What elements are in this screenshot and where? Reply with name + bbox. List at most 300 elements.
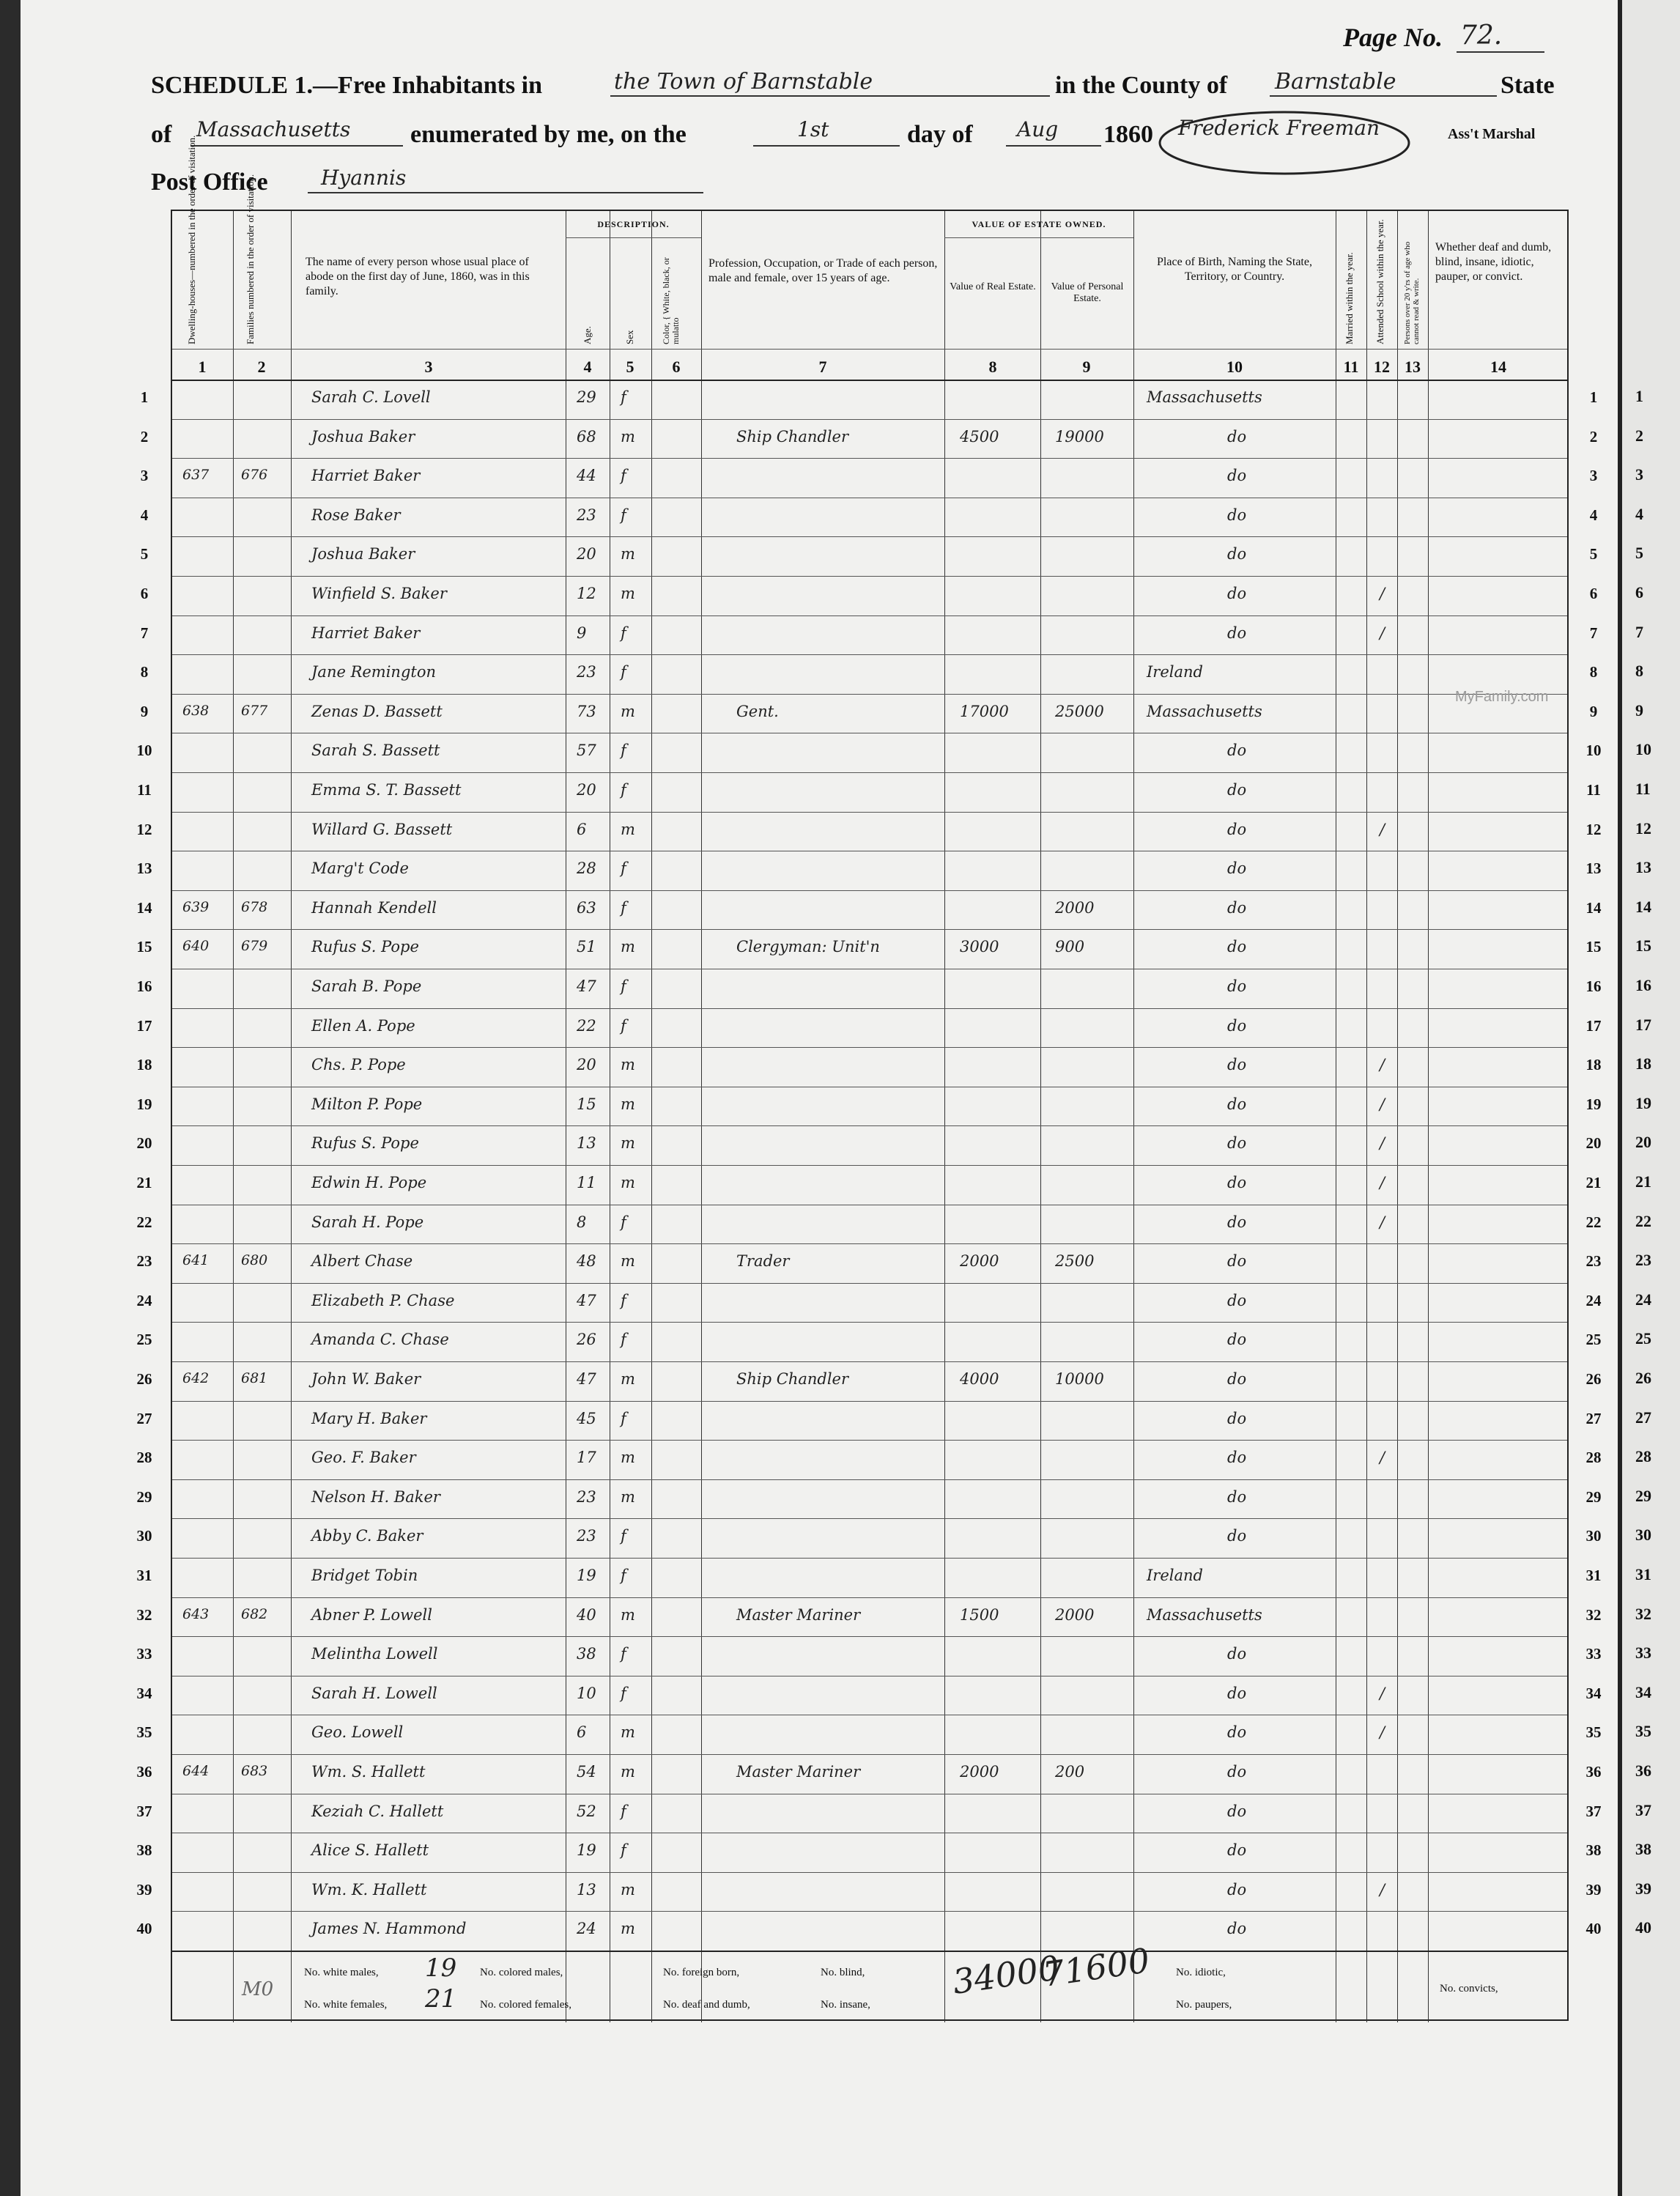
person-age: 29 bbox=[577, 388, 596, 406]
row-number-right: 25 bbox=[1585, 1331, 1602, 1349]
adjacent-row-number: 6 bbox=[1635, 583, 1643, 602]
row-divider bbox=[172, 1125, 1567, 1126]
person-sex: f bbox=[621, 467, 626, 485]
col-line-2 bbox=[291, 211, 292, 2022]
adjacent-row-number: 39 bbox=[1635, 1879, 1651, 1898]
person-age: 63 bbox=[577, 898, 596, 917]
person-sex: f bbox=[621, 1841, 626, 1860]
column-number: 9 bbox=[1082, 358, 1091, 376]
census-page bbox=[21, 0, 1618, 2196]
person-name: Rose Baker bbox=[311, 506, 401, 524]
person-sex: m bbox=[621, 1880, 635, 1899]
header-family: Families numbered in the order of visitation. bbox=[245, 174, 256, 344]
adjacent-row-number: 32 bbox=[1635, 1604, 1651, 1623]
row-number: 35 bbox=[136, 1723, 152, 1742]
person-sex: f bbox=[621, 1213, 626, 1231]
row-number-right: 34 bbox=[1585, 1684, 1602, 1702]
estate-divider bbox=[944, 237, 1133, 238]
row-number: 10 bbox=[136, 742, 152, 760]
person-name: Rufus S. Pope bbox=[311, 938, 419, 956]
dwelling-number: 644 bbox=[182, 1763, 210, 1779]
row-divider bbox=[172, 1243, 1567, 1244]
row-number: 5 bbox=[140, 545, 149, 563]
person-name: Melintha Lowell bbox=[311, 1645, 438, 1663]
person-sex: m bbox=[621, 1370, 635, 1388]
birthplace: do bbox=[1227, 467, 1247, 485]
adjacent-row-number: 15 bbox=[1635, 936, 1651, 955]
row-number-right: 4 bbox=[1589, 506, 1598, 524]
row-number-right: 2 bbox=[1589, 427, 1598, 446]
person-sex: m bbox=[621, 1174, 635, 1191]
birthplace: do bbox=[1227, 1920, 1247, 1938]
personal-estate-value: 2000 bbox=[1055, 898, 1095, 917]
column-number: 14 bbox=[1490, 358, 1506, 376]
row-number-right: 29 bbox=[1585, 1487, 1602, 1506]
birthplace: Massachusetts bbox=[1147, 702, 1262, 720]
person-age: 11 bbox=[577, 1174, 596, 1191]
person-age: 9 bbox=[577, 624, 587, 642]
family-number: 683 bbox=[241, 1763, 268, 1779]
birthplace: do bbox=[1227, 1645, 1247, 1663]
attended-school: / bbox=[1380, 1174, 1385, 1191]
row-number-right: 17 bbox=[1585, 1016, 1602, 1035]
header-divider bbox=[172, 349, 1567, 350]
birthplace: do bbox=[1227, 1174, 1247, 1191]
person-sex: f bbox=[621, 1527, 626, 1545]
person-name: Keziah C. Hallett bbox=[311, 1802, 444, 1820]
footer-white-males: 19 bbox=[425, 1953, 457, 1983]
column-number: 10 bbox=[1226, 358, 1243, 376]
row-number: 7 bbox=[140, 624, 149, 642]
person-name: Edwin H. Pope bbox=[311, 1174, 427, 1191]
person-sex: f bbox=[621, 388, 626, 406]
header-name: The name of every person whose usual place of abode on the first day of June, 1860, was in this family. bbox=[306, 256, 530, 297]
person-name: Abby C. Baker bbox=[311, 1527, 423, 1545]
row-divider bbox=[172, 890, 1567, 891]
row-number-right: 9 bbox=[1589, 702, 1598, 720]
birthplace: Ireland bbox=[1147, 1567, 1203, 1584]
person-name: Harriet Baker bbox=[311, 467, 421, 485]
person-name: Ellen A. Pope bbox=[311, 1016, 415, 1035]
adjacent-page-strip bbox=[1618, 0, 1680, 2196]
birthplace: do bbox=[1227, 585, 1247, 602]
month-value: Aug bbox=[1017, 117, 1059, 141]
birthplace: do bbox=[1227, 1449, 1247, 1467]
family-number: 680 bbox=[241, 1252, 268, 1269]
birthplace: Ireland bbox=[1147, 663, 1203, 681]
adjacent-row-number: 5 bbox=[1635, 544, 1643, 563]
row-number-right: 36 bbox=[1585, 1763, 1602, 1781]
adjacent-row-number: 3 bbox=[1635, 465, 1643, 484]
attended-school: / bbox=[1380, 1056, 1385, 1074]
person-name: Nelson H. Baker bbox=[311, 1487, 440, 1506]
row-number-right: 11 bbox=[1586, 781, 1601, 799]
row-number: 25 bbox=[136, 1331, 152, 1349]
adjacent-row-number: 17 bbox=[1635, 1015, 1651, 1034]
footer-insane-label: No. insane, bbox=[821, 1999, 870, 2011]
row-number-right: 1 bbox=[1589, 388, 1598, 406]
person-age: 23 bbox=[577, 663, 596, 681]
dwelling-number: 639 bbox=[182, 898, 210, 915]
person-age: 23 bbox=[577, 1487, 596, 1506]
column-number: 2 bbox=[257, 358, 266, 376]
person-sex: m bbox=[621, 938, 635, 956]
row-divider bbox=[172, 1401, 1567, 1402]
birthplace: do bbox=[1227, 1802, 1247, 1820]
column-number: 8 bbox=[988, 358, 997, 376]
adjacent-row-number: 38 bbox=[1635, 1840, 1651, 1859]
footer-white-females-label: No. white females, bbox=[304, 1999, 388, 2011]
attended-school: / bbox=[1380, 820, 1385, 838]
person-occupation: Ship Chandler bbox=[736, 427, 849, 446]
footer-white-females: 21 bbox=[425, 1984, 457, 2014]
person-sex: f bbox=[621, 859, 626, 878]
adjacent-row-number: 31 bbox=[1635, 1565, 1651, 1583]
birthplace: do bbox=[1227, 938, 1247, 956]
birthplace: do bbox=[1227, 427, 1247, 446]
row-number-right: 23 bbox=[1585, 1252, 1602, 1271]
person-sex: f bbox=[621, 1016, 626, 1035]
page-number-label: Page No. bbox=[1343, 23, 1443, 52]
header-real-estate: Value of Real Estate. bbox=[950, 281, 1036, 292]
row-number: 36 bbox=[136, 1763, 152, 1781]
birthplace: do bbox=[1227, 1409, 1247, 1427]
row-number: 9 bbox=[140, 702, 149, 720]
row-divider bbox=[172, 1518, 1567, 1519]
row-divider bbox=[172, 458, 1567, 459]
column-number: 1 bbox=[198, 358, 207, 376]
adjacent-row-number: 37 bbox=[1635, 1800, 1651, 1819]
person-age: 47 bbox=[577, 1370, 596, 1388]
person-age: 68 bbox=[577, 427, 596, 446]
birthplace: do bbox=[1227, 977, 1247, 995]
person-sex: f bbox=[621, 663, 626, 681]
person-age: 20 bbox=[577, 781, 596, 799]
footer-convicts-label: No. convicts, bbox=[1440, 1983, 1498, 1994]
person-age: 6 bbox=[577, 820, 587, 838]
adjacent-row-number: 9 bbox=[1635, 700, 1643, 720]
footer-colored-females-label: No. colored females, bbox=[480, 1999, 571, 2011]
person-age: 22 bbox=[577, 1016, 596, 1035]
row-number-right: 22 bbox=[1585, 1213, 1602, 1231]
marshal-signature: Frederick Freeman bbox=[1178, 116, 1380, 140]
row-divider bbox=[172, 1165, 1567, 1166]
county-value: Barnstable bbox=[1275, 69, 1396, 95]
adjacent-row-number: 14 bbox=[1635, 897, 1651, 916]
row-number-right: 18 bbox=[1585, 1056, 1602, 1074]
row-number: 34 bbox=[136, 1684, 152, 1702]
person-sex: m bbox=[621, 1095, 635, 1113]
dwelling-number: 642 bbox=[182, 1370, 210, 1386]
adjacent-row-number: 25 bbox=[1635, 1329, 1651, 1348]
footer-idiotic-label: No. idiotic, bbox=[1176, 1967, 1226, 1978]
footer-blind-label: No. blind, bbox=[821, 1967, 865, 1978]
adjacent-row-number: 24 bbox=[1635, 1290, 1651, 1309]
person-sex: m bbox=[621, 1723, 635, 1742]
row-divider bbox=[172, 694, 1567, 695]
row-divider bbox=[172, 1597, 1567, 1598]
person-sex: m bbox=[621, 702, 635, 720]
row-number-right: 26 bbox=[1585, 1370, 1602, 1388]
person-sex: m bbox=[621, 1763, 635, 1781]
row-number: 1 bbox=[140, 388, 149, 406]
adjacent-row-number: 36 bbox=[1635, 1761, 1651, 1780]
header-personal-estate: Value of Personal Estate. bbox=[1051, 281, 1124, 304]
row-divider bbox=[172, 419, 1567, 420]
real-estate-value: 17000 bbox=[960, 702, 1009, 720]
row-divider bbox=[172, 1872, 1567, 1873]
person-name: Zenas D. Bassett bbox=[311, 702, 443, 720]
adjacent-row-number: 11 bbox=[1635, 780, 1651, 798]
person-name: Sarah H. Lowell bbox=[311, 1684, 437, 1702]
person-age: 52 bbox=[577, 1802, 596, 1820]
birthplace: do bbox=[1227, 1763, 1247, 1781]
person-age: 47 bbox=[577, 977, 596, 995]
person-age: 54 bbox=[577, 1763, 596, 1781]
personal-estate-value: 2000 bbox=[1055, 1605, 1095, 1624]
footer-deaf-label: No. deaf and dumb, bbox=[663, 1999, 750, 2011]
col-line-11 bbox=[1366, 211, 1367, 2022]
row-number: 29 bbox=[136, 1487, 152, 1506]
person-occupation: Trader bbox=[736, 1252, 790, 1271]
adjacent-row-number: 10 bbox=[1635, 740, 1651, 759]
row-divider bbox=[172, 1047, 1567, 1048]
person-sex: f bbox=[621, 1802, 626, 1820]
attended-school: / bbox=[1380, 1684, 1385, 1702]
row-divider bbox=[172, 536, 1567, 537]
person-name: Milton P. Pope bbox=[311, 1095, 423, 1113]
person-name: Joshua Baker bbox=[311, 427, 415, 446]
row-number-right: 28 bbox=[1585, 1449, 1602, 1467]
column-number: 4 bbox=[583, 358, 592, 376]
colnum-divider bbox=[172, 380, 1567, 381]
person-name: John W. Baker bbox=[311, 1370, 421, 1388]
adjacent-row-number: 20 bbox=[1635, 1133, 1651, 1152]
person-sex: m bbox=[621, 1920, 635, 1938]
row-number: 22 bbox=[136, 1213, 152, 1231]
attended-school: / bbox=[1380, 1095, 1385, 1113]
day-underline bbox=[753, 145, 900, 147]
row-number: 13 bbox=[136, 859, 152, 878]
header-condition: Whether deaf and dumb, blind, insane, idiotic, pauper, or convict. bbox=[1435, 241, 1552, 283]
attended-school: / bbox=[1380, 1723, 1385, 1742]
person-name: Hannah Kendell bbox=[311, 898, 437, 917]
person-name: Sarah B. Pope bbox=[311, 977, 422, 995]
dwelling-number: 637 bbox=[182, 467, 210, 484]
adjacent-row-number: 35 bbox=[1635, 1722, 1651, 1741]
person-age: 10 bbox=[577, 1684, 596, 1702]
birthplace: do bbox=[1227, 1527, 1247, 1545]
birthplace: do bbox=[1227, 1723, 1247, 1742]
person-name: Emma S. T. Bassett bbox=[311, 781, 462, 799]
attended-school: / bbox=[1380, 624, 1385, 642]
person-age: 23 bbox=[577, 1527, 596, 1545]
person-age: 24 bbox=[577, 1920, 596, 1938]
row-number: 14 bbox=[136, 898, 152, 917]
post-office-underline bbox=[308, 192, 703, 193]
birthplace: do bbox=[1227, 1880, 1247, 1899]
person-age: 8 bbox=[577, 1213, 587, 1231]
person-name: Sarah S. Bassett bbox=[311, 742, 440, 760]
person-age: 23 bbox=[577, 506, 596, 524]
row-divider bbox=[172, 772, 1567, 773]
birthplace: do bbox=[1227, 1370, 1247, 1388]
real-estate-value: 3000 bbox=[960, 938, 999, 956]
person-age: 15 bbox=[577, 1095, 596, 1113]
dwelling-number: 638 bbox=[182, 702, 210, 719]
row-number-right: 37 bbox=[1585, 1802, 1602, 1820]
header-dwelling: Dwelling-houses—numbered in the order of visitation. bbox=[186, 135, 197, 344]
person-age: 6 bbox=[577, 1723, 587, 1742]
family-number: 676 bbox=[241, 467, 268, 484]
row-number: 2 bbox=[140, 427, 149, 446]
year-value: 1860 bbox=[1103, 121, 1153, 148]
birthplace: do bbox=[1227, 781, 1247, 799]
header-married: Married within the year. bbox=[1344, 252, 1355, 344]
row-number: 26 bbox=[136, 1370, 152, 1388]
person-sex: m bbox=[621, 1605, 635, 1624]
personal-estate-value: 2500 bbox=[1055, 1252, 1095, 1271]
header-estate: VALUE OF ESTATE OWNED. bbox=[972, 219, 1106, 229]
person-age: 13 bbox=[577, 1880, 596, 1899]
adjacent-row-number: 21 bbox=[1635, 1172, 1651, 1191]
birthplace: do bbox=[1227, 820, 1247, 838]
row-number-right: 15 bbox=[1585, 938, 1602, 956]
family-number: 681 bbox=[241, 1370, 268, 1386]
person-sex: m bbox=[621, 545, 635, 563]
adjacent-row-number: 30 bbox=[1635, 1526, 1651, 1545]
row-number-right: 40 bbox=[1585, 1920, 1602, 1938]
person-age: 17 bbox=[577, 1449, 596, 1467]
person-name: Harriet Baker bbox=[311, 624, 421, 642]
person-sex: f bbox=[621, 742, 626, 760]
person-name: Marg't Code bbox=[311, 859, 409, 878]
scan-left-edge bbox=[0, 0, 21, 2196]
row-number: 27 bbox=[136, 1409, 152, 1427]
person-name: Chs. P. Pope bbox=[311, 1056, 406, 1074]
column-number: 11 bbox=[1343, 358, 1359, 376]
person-age: 19 bbox=[577, 1841, 596, 1860]
person-sex: m bbox=[621, 585, 635, 602]
real-estate-value: 4000 bbox=[960, 1370, 999, 1388]
person-age: 47 bbox=[577, 1291, 596, 1309]
adjacent-row-number: 4 bbox=[1635, 504, 1643, 523]
person-occupation: Gent. bbox=[736, 702, 779, 720]
row-number: 3 bbox=[140, 467, 149, 485]
column-number: 13 bbox=[1405, 358, 1421, 376]
row-number: 15 bbox=[136, 938, 152, 956]
person-name: Bridget Tobin bbox=[311, 1567, 418, 1584]
person-sex: m bbox=[621, 427, 635, 446]
row-number-right: 5 bbox=[1589, 545, 1598, 563]
column-number: 5 bbox=[626, 358, 634, 376]
dwelling-number: 640 bbox=[182, 938, 210, 955]
row-divider bbox=[172, 576, 1567, 577]
footer-real-total: 34000 bbox=[950, 1948, 1062, 2002]
row-number-right: 13 bbox=[1585, 859, 1602, 878]
person-sex: m bbox=[621, 1252, 635, 1271]
birthplace: do bbox=[1227, 1291, 1247, 1309]
row-number-right: 3 bbox=[1589, 467, 1598, 485]
person-name: Sarah H. Pope bbox=[311, 1213, 424, 1231]
person-name: Amanda C. Chase bbox=[311, 1331, 449, 1349]
person-age: 45 bbox=[577, 1409, 596, 1427]
dwelling-number: 641 bbox=[182, 1252, 210, 1269]
person-sex: f bbox=[621, 1684, 626, 1702]
person-age: 48 bbox=[577, 1252, 596, 1271]
town-underline bbox=[610, 95, 1050, 97]
family-number: 678 bbox=[241, 898, 268, 915]
birthplace: do bbox=[1227, 1095, 1247, 1113]
personal-estate-value: 900 bbox=[1055, 938, 1085, 956]
row-number-right: 20 bbox=[1585, 1134, 1602, 1153]
header-age: Age. bbox=[582, 326, 593, 344]
person-age: 57 bbox=[577, 742, 596, 760]
column-number: 3 bbox=[424, 358, 433, 376]
description-divider bbox=[566, 237, 701, 238]
adjacent-row-number: 7 bbox=[1635, 622, 1643, 641]
family-number: 682 bbox=[241, 1605, 268, 1622]
birthplace: do bbox=[1227, 624, 1247, 642]
person-sex: m bbox=[621, 1134, 635, 1153]
page-number-underline bbox=[1457, 51, 1544, 53]
person-age: 19 bbox=[577, 1567, 596, 1584]
month-underline bbox=[1006, 145, 1101, 147]
real-estate-value: 4500 bbox=[960, 427, 999, 446]
row-number: 37 bbox=[136, 1802, 152, 1820]
person-occupation: Master Mariner bbox=[736, 1763, 861, 1781]
column-number: 6 bbox=[672, 358, 681, 376]
attended-school: / bbox=[1380, 1134, 1385, 1153]
of-label: of bbox=[151, 121, 172, 148]
row-number: 17 bbox=[136, 1016, 152, 1035]
row-number-right: 16 bbox=[1585, 977, 1602, 995]
birthplace: do bbox=[1227, 1252, 1247, 1271]
person-sex: m bbox=[621, 820, 635, 838]
person-age: 38 bbox=[577, 1645, 596, 1663]
person-name: Wm. S. Hallett bbox=[311, 1763, 426, 1781]
row-number: 12 bbox=[136, 820, 152, 838]
col-line-1 bbox=[233, 211, 234, 2022]
person-age: 73 bbox=[577, 702, 596, 720]
person-age: 20 bbox=[577, 1056, 596, 1074]
adjacent-row-number: 19 bbox=[1635, 1093, 1651, 1112]
person-sex: f bbox=[621, 1409, 626, 1427]
row-number: 11 bbox=[137, 781, 152, 799]
row-number-right: 10 bbox=[1585, 742, 1602, 760]
row-divider bbox=[172, 1636, 1567, 1637]
person-name: Willard G. Bassett bbox=[311, 820, 453, 838]
row-divider bbox=[172, 654, 1567, 655]
watermark: MyFamily.com bbox=[1455, 689, 1549, 705]
person-age: 26 bbox=[577, 1331, 596, 1349]
header-illiterate: Persons over 20 y'rs of age who cannot read & write. bbox=[1403, 241, 1421, 344]
personal-estate-value: 10000 bbox=[1055, 1370, 1104, 1388]
person-name: Jane Remington bbox=[311, 663, 437, 681]
person-occupation: Master Mariner bbox=[736, 1605, 861, 1624]
attended-school: / bbox=[1380, 1449, 1385, 1467]
row-divider bbox=[172, 1479, 1567, 1480]
post-office-value: Hyannis bbox=[321, 166, 407, 190]
row-number-right: 30 bbox=[1585, 1527, 1602, 1545]
person-sex: f bbox=[621, 506, 626, 524]
birthplace: do bbox=[1227, 742, 1247, 760]
county-underline bbox=[1270, 95, 1497, 97]
adjacent-row-number: 34 bbox=[1635, 1682, 1651, 1701]
birthplace: do bbox=[1227, 1016, 1247, 1035]
adjacent-row-number: 1 bbox=[1635, 387, 1643, 405]
person-name: Winfield S. Baker bbox=[311, 585, 447, 602]
